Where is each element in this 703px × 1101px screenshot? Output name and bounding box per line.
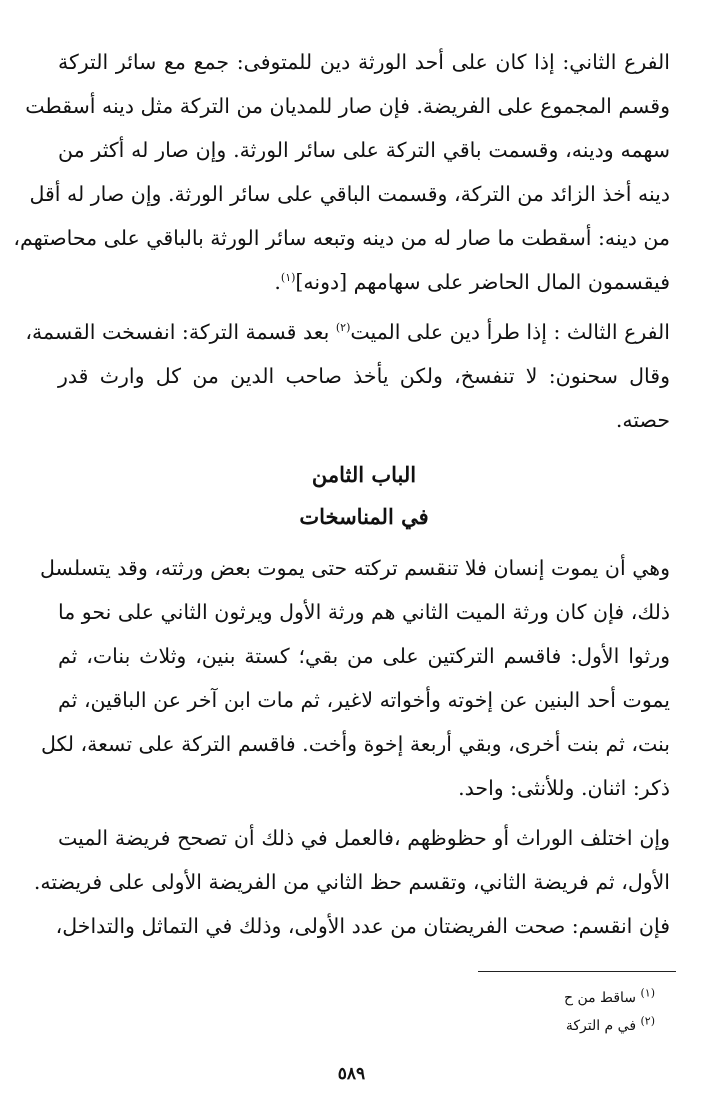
- text-line: ذلك، فإن كان ورثة الميت الثاني هم ورثة الأول ويرثون الثاني على نحو ما: [58, 600, 670, 624]
- text-line: ذكر: اثنان. وللأنثى: واحد.: [458, 776, 670, 800]
- text-line: ورثوا الأول: فاقسم التركتين على من بقي؛ كستة بنين، وثلاث بنات، ثم: [58, 644, 670, 668]
- paragraph-third-branch: [25, 310, 670, 442]
- text-line: سهمه ودينه، وقسمت باقي التركة على سائر الورثة. وإن صار له أكثر من: [58, 138, 670, 162]
- footnote-text: في م التركة: [565, 1018, 641, 1034]
- text-line: [58, 260, 670, 304]
- chapter-title: الباب الثامن: [311, 462, 417, 487]
- footnotes: [564, 984, 655, 1040]
- text-line: حصته.: [615, 408, 670, 432]
- text-line: وهي أن يموت إنسان فلا تنقسم تركته حتى يموت بعض ورثته، وقد يتسلسل: [40, 556, 670, 580]
- text-fragment: فيقسمون المال الحاضر على سهامهم [دونه]: [295, 270, 670, 294]
- footnote-text: ساقط من ح: [563, 990, 641, 1006]
- footnote-ref-1[interactable]: (١): [280, 271, 296, 285]
- text-line: من دينه: أسقطت ما صار له من دينه وتبعه سائر الورثة بالباقي على محاصتهم،: [13, 226, 670, 250]
- chapter-subtitle: في المناسخات: [299, 504, 429, 529]
- text-fragment: .: [274, 270, 281, 294]
- footnote-separator: [478, 971, 676, 972]
- text-line: وإن اختلف الوراث أو حظوظهم ،فالعمل في ذلك أن تصحح فريضة الميت: [58, 826, 670, 850]
- paragraph-differing-heirs: [33, 816, 670, 948]
- page-number: ٥٨٩: [337, 1064, 366, 1084]
- text-line: فإن انقسم: صحت الفريضتان من عدد الأولى، وذلك في التماثل والتداخل،: [55, 914, 670, 938]
- paragraph-second-branch: [13, 40, 670, 304]
- footnote-2: [564, 1012, 655, 1040]
- text-line: وقال سحنون: لا تنفسخ، ولكن يأخذ صاحب الدين من كل وارث قدر: [58, 364, 670, 388]
- text-line: يموت أحد البنين عن إخوته وأخواته لاغير، ثم مات ابن آخر عن الباقين، ثم: [58, 688, 670, 712]
- paragraph-munasakhat: [40, 546, 670, 810]
- text-line: وقسم المجموع على الفريضة. فإن صار للمديان من التركة مثل دينه أسقطت: [25, 94, 670, 118]
- text-fragment: الفرع الثالث : إذا طرأ دين على الميت: [350, 320, 670, 344]
- text-line: بنت، ثم بنت أخرى، وبقي أربعة إخوة وأخت. فاقسم التركة على تسعة، لكل: [40, 732, 670, 756]
- text-line: الأول، ثم فريضة الثاني، وتقسم حظ الثاني من الفريضة الأولى على فريضته.: [33, 870, 670, 894]
- footnote-1: [564, 984, 655, 1012]
- text-line: [25, 310, 670, 354]
- footnote-ref-2[interactable]: (٢): [335, 321, 351, 335]
- text-line: دينه أخذ الزائد من التركة، وقسمت الباقي على سائر الورثة. وإن صار له أقل: [29, 182, 670, 206]
- text-line: الفرع الثاني: إذا كان على أحد الورثة دين للمتوفى: جمع مع سائر التركة: [58, 50, 670, 74]
- footnote-marker: (١): [640, 986, 655, 1000]
- text-fragment: بعد قسمة التركة: انفسخت القسمة،: [25, 320, 336, 344]
- page-body: [13, 40, 670, 948]
- footnote-marker: (٢): [640, 1014, 655, 1028]
